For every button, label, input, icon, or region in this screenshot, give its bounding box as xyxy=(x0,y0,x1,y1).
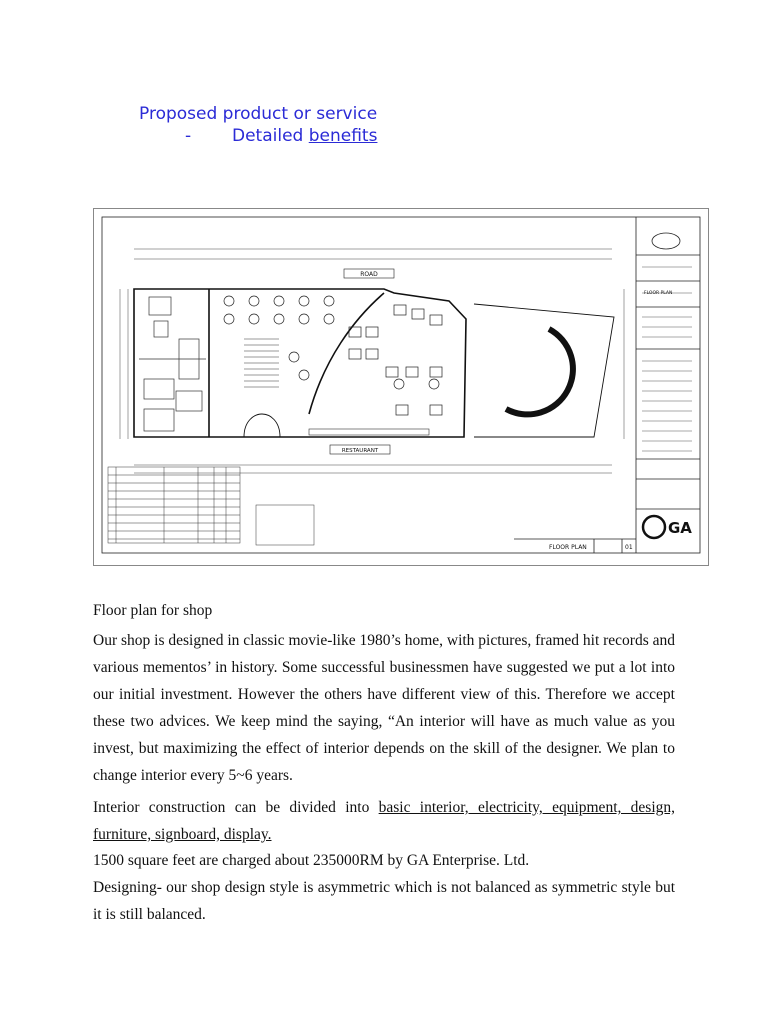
kitchen-area xyxy=(139,297,206,431)
ga-logo-text: GA xyxy=(668,519,692,537)
paragraph-cost: 1500 square feet are charged about 235000RM by GA Enterprise. Ltd. xyxy=(93,852,530,869)
paragraph-construction xyxy=(93,794,675,848)
building-outline xyxy=(134,289,466,437)
counter xyxy=(309,429,429,435)
construction-categories: basic interior, electricity, equipment, design, furniture, signboard, display. xyxy=(93,799,676,843)
plan-frame xyxy=(102,217,700,553)
entrance-doors xyxy=(244,414,280,437)
floor-plan-drawing xyxy=(93,208,709,566)
floor-plan-caption: Floor plan for shop xyxy=(93,602,213,619)
paragraph-design-concept: Our shop is designed in classic movie-like 1980’s home, with pictures, framed hit records and various mementos’ in history. Some successful businessmen have suggested we put a lot into our initial investment. However the others have different view of this. Therefore we accept these two advices. We keep mind the saying, “An interior will have as much value as you invest, but maximizing the effect of interior depends on the skill of the designer. We plan to change interior every 5~6 years. xyxy=(93,632,675,784)
construction-text: Interior construction can be divided into xyxy=(93,799,379,816)
heading-detailed: Detailed xyxy=(232,126,309,146)
heading-line1: Proposed product or service xyxy=(139,104,378,124)
restaurant-label: RESTAURANT xyxy=(341,448,379,454)
patio-area xyxy=(474,304,614,437)
notes-box xyxy=(256,505,314,545)
sheet-number: 01 xyxy=(625,544,633,551)
road-label: ROAD xyxy=(360,271,378,278)
schedule-table xyxy=(108,467,240,543)
staircase xyxy=(244,339,279,387)
brand-logo-icon xyxy=(652,233,680,249)
paragraph-style: Designing- our shop design style is asymmetric which is not balanced as symmetric style but it is still balanced. xyxy=(93,879,675,923)
floor-plan-svg xyxy=(94,209,708,565)
heading-line2 xyxy=(185,126,377,146)
sheet-title: FLOOR PLAN xyxy=(549,544,587,551)
heading-benefits: benefits xyxy=(308,126,378,146)
title-block-floor-plan: FLOOR PLAN xyxy=(644,291,673,296)
ga-logo-icon xyxy=(643,516,692,538)
heading-dash: - xyxy=(185,126,192,146)
